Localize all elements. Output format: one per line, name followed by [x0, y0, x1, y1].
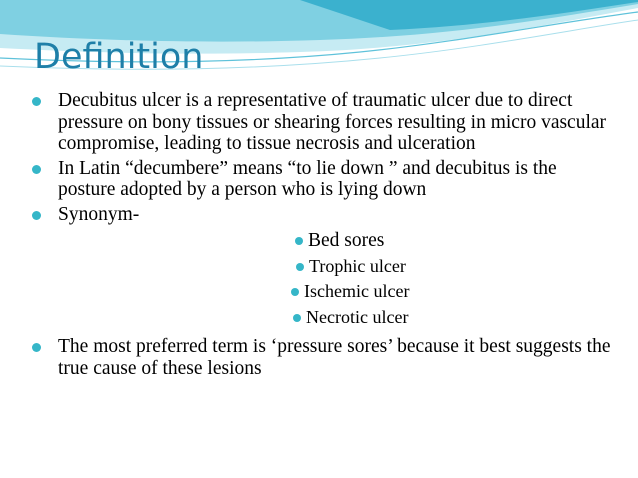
- bullet-text: In Latin “decumbere” means “to lie down ” and decubitus is the posture adopted by a person who is lying down: [58, 157, 557, 200]
- bullet-text: Synonym-: [58, 203, 140, 225]
- bullet-dot-icon: [32, 165, 41, 174]
- bullet-dot-icon: [291, 288, 299, 296]
- synonym-item: [22, 305, 612, 331]
- bullet-dot-icon: [32, 211, 41, 220]
- bullet-item: [22, 158, 612, 201]
- synonym-text: Bed sores: [308, 230, 385, 251]
- synonym-list-container: [22, 228, 612, 330]
- bullet-dot-icon: [32, 97, 41, 106]
- bullet-dot-icon: [293, 314, 301, 322]
- synonym-list: [22, 228, 612, 330]
- bullet-text: The most preferred term is ‘pressure sores’ because it best suggests the true cause of these lesions: [58, 336, 611, 379]
- slide-title: Definition: [34, 37, 204, 77]
- synonym-text: Ischemic ulcer: [304, 281, 410, 301]
- synonym-text: Trophic ulcer: [309, 255, 406, 276]
- bullet-item: [22, 204, 612, 226]
- synonym-item: [22, 254, 612, 280]
- synonym-item: [22, 228, 612, 254]
- bullet-text: Decubitus ulcer is a representative of traumatic ulcer due to direct pressure on bony tissues or shearing forces resulting in micro vascular compromise, leading to tissue necrosis and ulceration: [58, 90, 607, 154]
- bullet-item: [22, 336, 612, 379]
- bullet-dot-icon: [32, 343, 41, 352]
- synonym-item: [22, 279, 612, 305]
- synonym-text: Necrotic ulcer: [306, 306, 409, 327]
- bullet-dot-icon: [296, 263, 304, 271]
- bullet-dot-icon: [295, 237, 303, 245]
- bullet-list: [22, 90, 612, 382]
- bullet-item: [22, 90, 612, 155]
